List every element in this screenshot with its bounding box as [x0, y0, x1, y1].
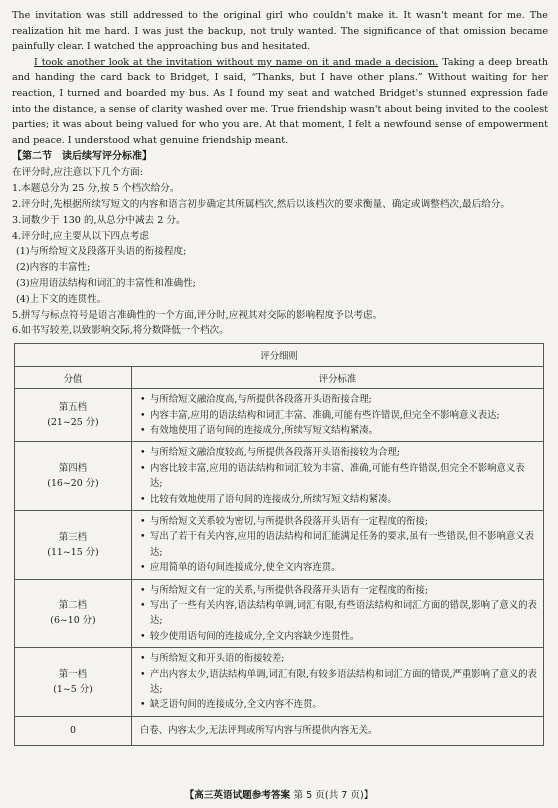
level-cell — [15, 648, 132, 717]
level-cell — [15, 510, 132, 579]
table-row — [15, 648, 544, 717]
level-name: 第四档 — [58, 463, 88, 475]
rule-4: 4.评分时,应主要从以下四点考虑 — [12, 230, 149, 242]
level-range: (1~5 分) — [53, 684, 93, 696]
section-intro: 在评分时,应注意以下几个方面: — [12, 167, 144, 179]
table-row — [15, 442, 544, 511]
criterion: • 写出了一些有关内容,语法结构单调,词汇有限,有些语法结构和词汇方面的错误,影响了意义的表达; — [140, 598, 537, 629]
criterion: • 内容丰富,应用的语法结构和词汇丰富、准确,可能有些许错误,但完全不影响意义表达; — [140, 408, 537, 423]
rule-6: 6.如书写较差,以致影响交际,将分数降低一个档次。 — [12, 325, 229, 337]
header-criteria: 评分标准 — [132, 367, 544, 389]
zero-criteria: 白卷、内容太少,无法评判或所写内容与所提供内容无关。 — [132, 716, 544, 745]
level-range: (21~25 分) — [47, 417, 99, 429]
criteria-cell — [132, 510, 544, 579]
table-title: 评分细则 — [15, 344, 544, 367]
story-paragraph-2-body: Taking a deep breath and handing the card back to Bridget, I said, “Thanks, but I have other plans.” Without waiting for her reaction, I turned and boarded my bus. As I found my seat and watched Bridget's stunned expression fade into the distance, a sense of clarity washed over me. True friendship wasn't about being invited to the coolest parties; it was about being valued for who you are. At that moment, I felt a newfound sense of empowerment and peace. I understood what genuine friendship meant. — [12, 56, 549, 146]
section-title: 【第二节 读后续写评分标准】 — [12, 151, 152, 163]
level-name: 第三档 — [58, 531, 88, 543]
criteria-cell — [132, 579, 544, 648]
rule-3: 3.词数少于 130 的,从总分中减去 2 分。 — [12, 214, 186, 226]
underlined-opening-sentence: I took another look at the invitation without my name on it and made a decision. — [34, 56, 439, 68]
rule-1: 1.本题总分为 25 分,按 5 个档次给分。 — [12, 183, 180, 195]
criterion: • 与所给短文关系较为密切,与所提供各段落开头语有一定程度的衔接; — [140, 514, 537, 529]
criterion: • 产出内容太少,语法结构单调,词汇有限,有较多语法结构和词汇方面的错误,严重影响了意义的表达; — [140, 667, 537, 698]
level-name: 第二档 — [58, 600, 88, 612]
table-row — [15, 579, 544, 648]
table-row — [15, 389, 544, 442]
header-score: 分值 — [15, 367, 132, 389]
consideration-3: (3)应用语法结构和词汇的丰富性和准确性; — [16, 277, 196, 289]
rule-2: 2.评分时,先根据所续写短文的内容和语言初步确定其所属档次,然后以该档次的要求衡量、确定或调整档次,最后给分。 — [12, 198, 510, 210]
footer-label: 【高三英语试题参考答案 — [184, 790, 291, 801]
consideration-1: (1)与所给短文及段落开头语的衔接程度; — [16, 246, 187, 258]
level-cell — [15, 389, 132, 442]
criterion: • 缺乏语句间的连接成分,全文内容不连贯。 — [140, 697, 537, 712]
level-range: (6~10 分) — [50, 615, 96, 627]
criterion: • 写出了若干有关内容,应用的语法结构和词汇能满足任务的要求,虽有一些错误,但不影响意义表达; — [140, 529, 537, 560]
consideration-4: (4)上下文的连贯性。 — [16, 293, 107, 305]
criterion: • 较少使用语句间的连接成分,全文内容缺少连贯性。 — [140, 629, 537, 644]
criteria-cell — [132, 442, 544, 511]
level-name: 第一档 — [58, 669, 88, 681]
consideration-2: (2)内容的丰富性; — [16, 262, 91, 274]
rule-5: 5.拼写与标点符号是语言准确性的一个方面,评分时,应视其对交际的影响程度予以考虑。 — [12, 309, 383, 321]
criterion: • 内容比较丰富,应用的语法结构和词汇较为丰富、准确,可能有些许错误,但完全不影响意义表达; — [140, 461, 537, 492]
level-range: (11~15 分) — [47, 546, 99, 558]
criterion: • 应用简单的语句间连接成分,使全文内容连贯。 — [140, 560, 537, 575]
level-cell — [15, 442, 132, 511]
level-zero: 0 — [15, 716, 132, 745]
story-paragraph-2 — [12, 55, 548, 149]
criterion: • 与所给短文和开头语的衔接较差; — [140, 651, 537, 666]
criterion: • 有效地使用了语句间的连接成分,所续写短文结构紧凑。 — [140, 423, 537, 438]
criteria-cell — [132, 648, 544, 717]
criteria-cell — [132, 389, 544, 442]
page-number: 第 5 页(共 7 页)】 — [293, 790, 374, 801]
table-row — [15, 716, 544, 745]
scoring-table — [14, 343, 544, 746]
level-name: 第五档 — [58, 402, 88, 414]
table-row — [15, 510, 544, 579]
page-footer — [0, 787, 558, 801]
level-cell — [15, 579, 132, 648]
criterion: • 与所给短文有一定的关系,与所提供各段落开头语有一定程度的衔接; — [140, 583, 537, 598]
criterion: • 与所给短文融洽度较高,与所提供各段落开头语衔接较为合理; — [140, 445, 537, 460]
criterion: • 比较有效地使用了语句间的连接成分,所续写短文结构紧凑。 — [140, 492, 537, 507]
criterion: • 与所给短文融洽度高,与所提供各段落开头语衔接合理; — [140, 392, 537, 407]
level-range: (16~20 分) — [47, 478, 99, 490]
story-paragraph-1: The invitation was still addressed to the original girl who couldn't make it. It wasn't meant for me. The realization hit me hard. I was just the backup, not truly wanted. The significance of that omission became painfully clear. I watched the approaching bus and hesitated. — [12, 10, 548, 53]
